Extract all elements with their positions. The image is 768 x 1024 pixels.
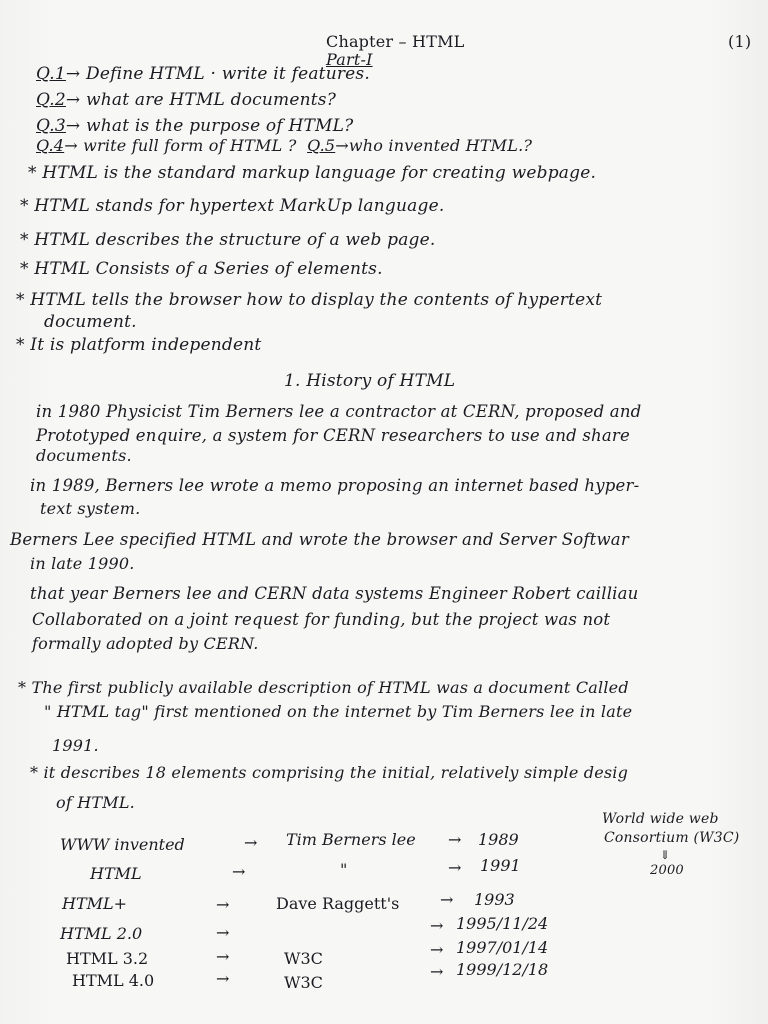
question-text: what are HTML documents?	[85, 90, 337, 110]
question-text: what is the purpose of HTML?	[85, 116, 354, 136]
timeline-by: "	[340, 860, 348, 879]
timeline-by: Dave Raggett's	[276, 894, 400, 913]
timeline-version: HTML	[90, 864, 142, 883]
question-number: Q.2	[36, 90, 66, 110]
page-number: (1)	[728, 32, 752, 51]
history-line: Berners Lee specified HTML and wrote the browser and Server Softwar	[10, 530, 629, 549]
history-line: of HTML.	[56, 793, 135, 812]
history-line: formally adopted by CERN.	[32, 634, 259, 653]
timeline-date: 1995/11/24	[456, 914, 549, 933]
question-1	[36, 66, 370, 83]
arrow-icon: →	[244, 833, 258, 852]
question-text: who invented HTML.?	[348, 136, 533, 155]
arrow-icon: →	[440, 890, 454, 909]
point-line: * HTML stands for hypertext MarkUp language.	[20, 196, 445, 216]
arrow-icon: →	[232, 862, 246, 881]
point-line: document.	[44, 312, 137, 332]
arrow-icon: →	[216, 923, 230, 942]
arrow-icon: →	[430, 916, 444, 935]
point-line: * HTML Consists of a Series of elements.	[20, 259, 383, 279]
w3c-note-year: 2000	[650, 863, 684, 878]
question-number: Q.5	[307, 136, 336, 155]
arrow-icon: →	[430, 940, 444, 959]
arrow-icon: →	[216, 895, 230, 914]
question-2	[36, 92, 336, 109]
down-arrow-icon: ⇓	[660, 848, 671, 862]
history-line: in 1989, Berners lee wrote a memo proposing an internet based hyper-	[30, 476, 640, 495]
arrow-icon: →	[216, 947, 230, 966]
point-line: * HTML describes the structure of a web page.	[20, 230, 436, 250]
arrow-icon: →	[65, 90, 86, 110]
timeline-version: HTML+	[62, 894, 128, 913]
arrow-icon: →	[448, 830, 462, 849]
point-line: * HTML is the standard markup language for creating webpage.	[28, 163, 597, 183]
timeline-version: HTML 4.0	[72, 971, 155, 990]
timeline-by: W3C	[284, 973, 323, 992]
timeline-by: W3C	[284, 949, 323, 968]
timeline-date: 1999/12/18	[456, 960, 549, 979]
history-line: Prototyped enquire, a system for CERN researchers to use and share	[36, 426, 630, 445]
question-text: Define HTML · write it features.	[85, 64, 370, 84]
history-line: in 1980 Physicist Tim Berners lee a contractor at CERN, proposed and	[36, 402, 642, 421]
timeline-date: 1991	[480, 856, 521, 875]
arrow-icon: →	[335, 136, 349, 155]
history-line: " HTML tag" first mentioned on the internet by Tim Berners lee in late	[44, 702, 633, 721]
timeline-row	[60, 837, 185, 853]
chapter-title: Chapter – HTML	[326, 32, 465, 51]
timeline-version: HTML 3.2	[66, 949, 149, 968]
w3c-note-line2: Consortium (W3C)	[604, 830, 740, 846]
question-number: Q.1	[36, 64, 66, 84]
history-line: text system.	[40, 499, 141, 518]
arrow-icon: →	[65, 64, 86, 84]
history-line: Collaborated on a joint request for funding, but the project was not	[32, 610, 611, 629]
timeline-date: 1989	[478, 830, 519, 849]
question-3	[36, 118, 353, 135]
timeline-version: WWW invented	[60, 835, 185, 854]
timeline-date: 1993	[474, 890, 515, 909]
question-4	[36, 138, 532, 154]
arrow-icon: →	[65, 116, 86, 136]
question-text: write full form of HTML ?	[83, 136, 297, 155]
part-label: Part-I	[326, 50, 373, 69]
timeline-date: 1997/01/14	[456, 938, 549, 957]
history-line: 1991.	[52, 736, 99, 755]
section-heading: 1. History of HTML	[284, 371, 456, 391]
question-number: Q.4	[36, 136, 65, 155]
history-line: that year Berners lee and CERN data systems Engineer Robert cailliau	[30, 584, 639, 603]
arrow-icon: →	[64, 136, 84, 155]
point-line: * It is platform independent	[16, 335, 262, 355]
question-number: Q.3	[36, 116, 66, 136]
arrow-icon: →	[448, 858, 462, 877]
history-line: documents.	[36, 446, 132, 465]
arrow-icon: →	[216, 969, 230, 988]
history-line: * it describes 18 elements comprising the initial, relatively simple desig	[30, 763, 629, 782]
w3c-note-line1: World wide web	[602, 811, 719, 827]
history-line: in late 1990.	[30, 554, 135, 573]
history-line: * The first publicly available description of HTML was a document Called	[18, 678, 629, 697]
arrow-icon: →	[430, 962, 444, 981]
timeline-by: Tim Berners lee	[286, 830, 416, 849]
timeline-version: HTML 2.0	[60, 924, 143, 943]
point-line: * HTML tells the browser how to display the contents of hypertext	[16, 290, 603, 310]
